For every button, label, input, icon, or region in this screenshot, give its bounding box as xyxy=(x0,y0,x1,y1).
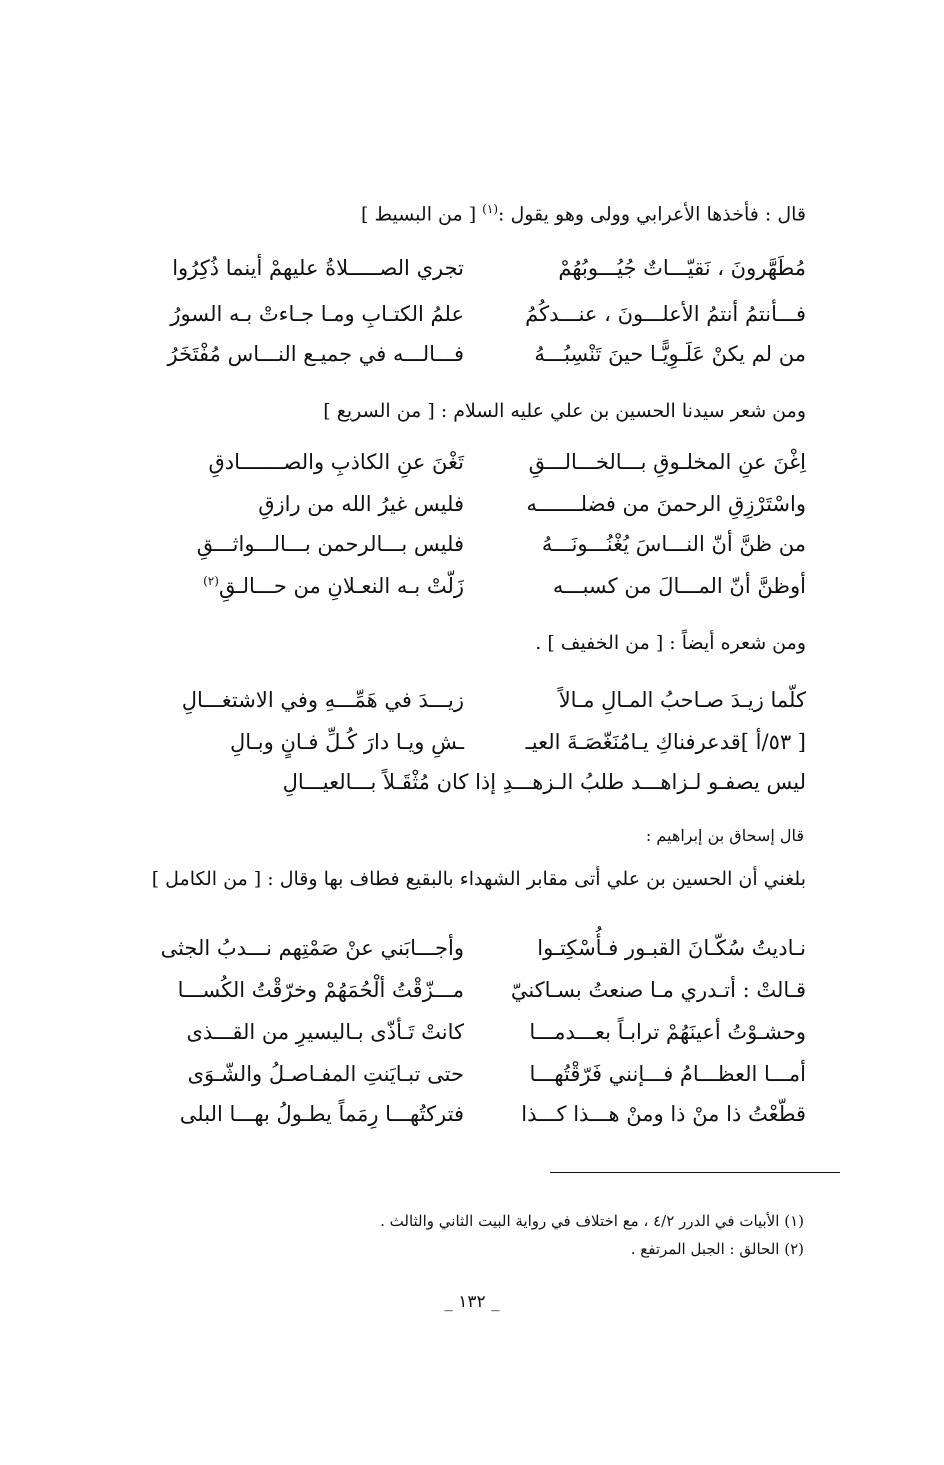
verse-hemistich: تجري الصـــــلاةُ عليهمْ أينما ذُكِرُوا xyxy=(172,256,464,280)
verse-hemistich: اِغْنَ عنِ المخلـوقِ بـــالخـــالـــقِ xyxy=(528,450,806,474)
verse-hemistich: أوظنَّ أنّ المـــالَ من كسبـــه xyxy=(552,574,806,598)
page-number: _ ١٣٢ _ xyxy=(444,1292,500,1312)
section4-intro: بلغني أن الحسين بن علي أتى مقابر الشهداء بالبقيع فطاف بها وقال : [ من الكامل ] xyxy=(151,868,806,890)
verse-hemistich: وحشـوْتُ أعينَهُمْ ترابـاً بعـــدمـــا xyxy=(529,1020,806,1044)
section3-intro: ومن شعره أيضاً : [ من الخفيف ] . xyxy=(535,632,806,654)
verse-hemistich: زَلّتْ بـه النعـلانِ من حـــالـقِ$^{(٢)}$ xyxy=(203,574,464,598)
verse-hemistich: وأجـــابَني عنْ صَمْتِهم نـــدبُ الجثى xyxy=(160,936,464,960)
section1-intro: قال : فأخذها الأعرابي وولى وهو يقول :$^{(١)}$ [ من البسيط ] xyxy=(361,202,806,226)
verse-hemistich: من لم يكنْ عَلَـوِيًّـا حينَ تَنْسِبُـــهُ xyxy=(534,342,806,366)
footnote-ref-1: (١) xyxy=(482,202,498,216)
verse-hemistich: قـالتْ : أتـدري مـا صنعتُ بسـاكنيّ xyxy=(510,978,806,1002)
section2-intro: ومن شعر سيدنا الحسين بن علي عليه السلام : [ من السريع ] xyxy=(323,400,806,422)
verse-hemistich: نـاديتُ سُكّـانَ القبـور فـأُسْكِتـوا xyxy=(537,936,806,960)
verse-full-line: ليس يصفـو لـزاهـــد طلبُ الـزهـــدِ إذا كان مُثْقَـلاً بـــالعيـــالِ xyxy=(282,770,806,794)
attribution: قال إسحاق بن إبراهيم : xyxy=(645,826,804,845)
verse-hemistich: مُطَهَّرونَ ، نَقيّـــاتٌ جُيُـــوبُهُمْ xyxy=(558,256,806,280)
verse-hemistich: من ظنَّ أنّ النـــاسَ يُغْنُـــونَـــهُ xyxy=(541,532,806,556)
footnote-1: (١) الأبيات في الدرر ٤/٢ ، مع اختلاف في رواية البيت الثاني والثالث . xyxy=(380,1212,804,1230)
verse-hemistich: فليس غيرُ الله من رازقِ xyxy=(258,492,464,516)
verse-hemistich: كانتْ تَـأذّى بـاليسيرِ من القـــذى xyxy=(186,1020,464,1044)
verse-hemistich: فليس بـــالرحمن بـــالـــواثـــقِ xyxy=(196,532,464,556)
verse-hemistich: زيـــدَ في هَمِّـــهِ وفي الاشتغـــالِ xyxy=(181,688,464,712)
verse-hemistich: مـــزّقْتُ ألْحُمَهُمْ وخرّقْتُ الكُســـا xyxy=(177,978,464,1002)
verse-hemistich: فـــأنتمُ أنتمُ الأعلـــونَ ، عنـــدكُمُ xyxy=(525,302,806,326)
verse-hemistich: حتى تبـايَنتِ المفـاصـلُ والشّـوَى xyxy=(187,1062,464,1086)
verse-hemistich: فتركتُهـــا رِمَماً يطـولُ بهـــا البلى xyxy=(179,1102,464,1126)
footnote-ref-2: (٢) xyxy=(203,574,219,588)
verse-hemistich: فـــالـــه في جميـع النـــاس مُفْتَخَرُ xyxy=(167,342,464,366)
verse-hemistich: واسْتَرْزِقِ الرحمنَ من فضلـــــــه xyxy=(526,492,806,516)
verse-hemistich: كلّما زيـدَ صـاحبُ المـالِ مـالاً xyxy=(558,688,806,712)
verse-hemistich: تَغْنَ عنِ الكاذبِ والصـــــــادقِ xyxy=(208,450,464,474)
verse-hemistich: [ ٥٣/أ ]قدعرفناكِ يـامُنَغّصَـةَ العيـ xyxy=(525,730,806,754)
verse-hemistich: قطّعْتُ ذا منْ ذا ومنْ هـــذا كـــذا xyxy=(521,1102,806,1126)
footnote-2: (٢) الحالق : الجبل المرتفع . xyxy=(630,1240,804,1258)
verse-hemistich: ـشِ ويـا دارَ كُـلِّ فـانٍ وبـالِ xyxy=(229,730,464,754)
footnote-divider xyxy=(550,1172,840,1173)
verse-hemistich: علمُ الكتـابِ ومـا جـاءتْ بـه السورُ xyxy=(170,302,464,326)
verse-hemistich: أمـــا العظـــامُ فـــإنني فَرّقْتُهـــا xyxy=(529,1062,806,1086)
